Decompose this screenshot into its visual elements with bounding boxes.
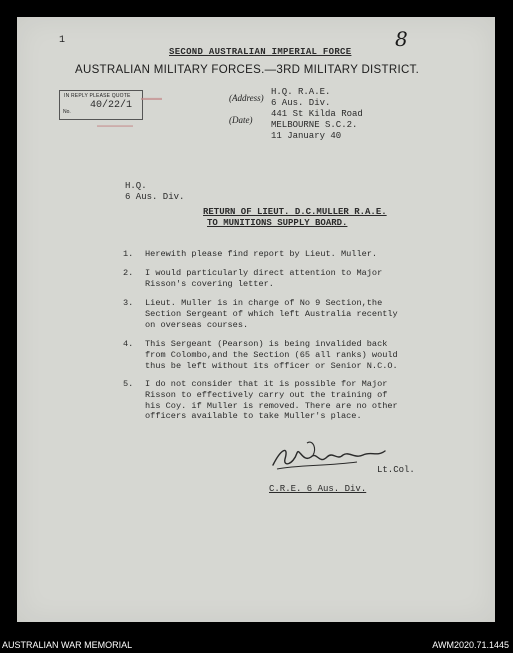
paragraph [123,339,468,373]
address-line: MELBOURNE S.C.2. [271,120,358,130]
reply-reference-number: 40/22/1 [90,100,133,111]
subject-line: TO MUNITIONS SUPPLY BOARD. [207,218,348,228]
paragraph-number: 1. [123,249,134,259]
paragraph-number: 2. [123,268,134,278]
subject-line: RETURN OF LIEUT. D.C.MULLER R.A.E. [203,207,387,217]
recipient [125,181,184,203]
letter-date: 11 January 40 [271,131,342,141]
reply-no-label: No. [63,109,71,115]
address-line: 441 St Kilda Road [271,109,363,119]
paragraph [123,268,468,292]
corner-mark: 1 [59,35,66,46]
letterhead-district: AUSTRALIAN MILITARY FORCES.—3RD MILITARY DISTRICT. [75,64,420,76]
archive-reference: AWM2020.71.1445 [432,640,509,650]
faded-stamp: ▬▬▬ [141,95,162,102]
recipient-line: H.Q. [125,181,147,191]
subject-heading [203,207,387,229]
faded-stamp-secondary: ▬▬▬▬▬▬ [97,123,133,129]
paragraph [123,379,468,425]
reply-quote-box [59,90,143,120]
recipient-line: 6 Aus. Div. [125,192,185,202]
reply-quote-label: IN REPLY PLEASE QUOTE [64,93,131,99]
address-line: H.Q. R.A.E. [271,87,331,97]
date-label: (Date) [229,115,253,125]
paragraph-text: Lieut. Muller is in charge of No 9 Section,the Section Sergeant of which left Australia recently on overseas courses. [145,298,398,330]
paragraph-text: I would particularly direct attention to Major Risson's covering letter. [145,268,383,289]
letterhead-force: SECOND AUSTRALIAN IMPERIAL FORCE [169,47,352,57]
paragraph-number: 4. [123,339,134,349]
paragraph-number: 5. [123,379,134,389]
signatory-title: C.R.E. 6 Aus. Div. [269,484,367,494]
address-line: 6 Aus. Div. [271,98,331,108]
paragraph [123,298,468,332]
page-number: 8 [395,27,408,51]
archive-credit: AUSTRALIAN WAR MEMORIAL [2,640,133,650]
paragraph-number: 3. [123,298,134,308]
paragraph-text: I do not consider that it is possible for Major Risson to effectively carry out the training of his Coy. if Muller is removed. There are no other officers available to take Muller's place. [145,379,398,422]
paragraph-text: This Sergeant (Pearson) is being invalided back from Colombo,and the Section (65 all ranks) would thus be left without its officer or Senior N.C.O. [145,339,398,371]
rank: Lt.Col. [377,465,415,475]
document-page [17,17,495,622]
paragraph-text: Herewith please find report by Lieut. Muller. [145,249,378,259]
address-label: (Address) [229,93,264,103]
paragraph [123,249,468,261]
